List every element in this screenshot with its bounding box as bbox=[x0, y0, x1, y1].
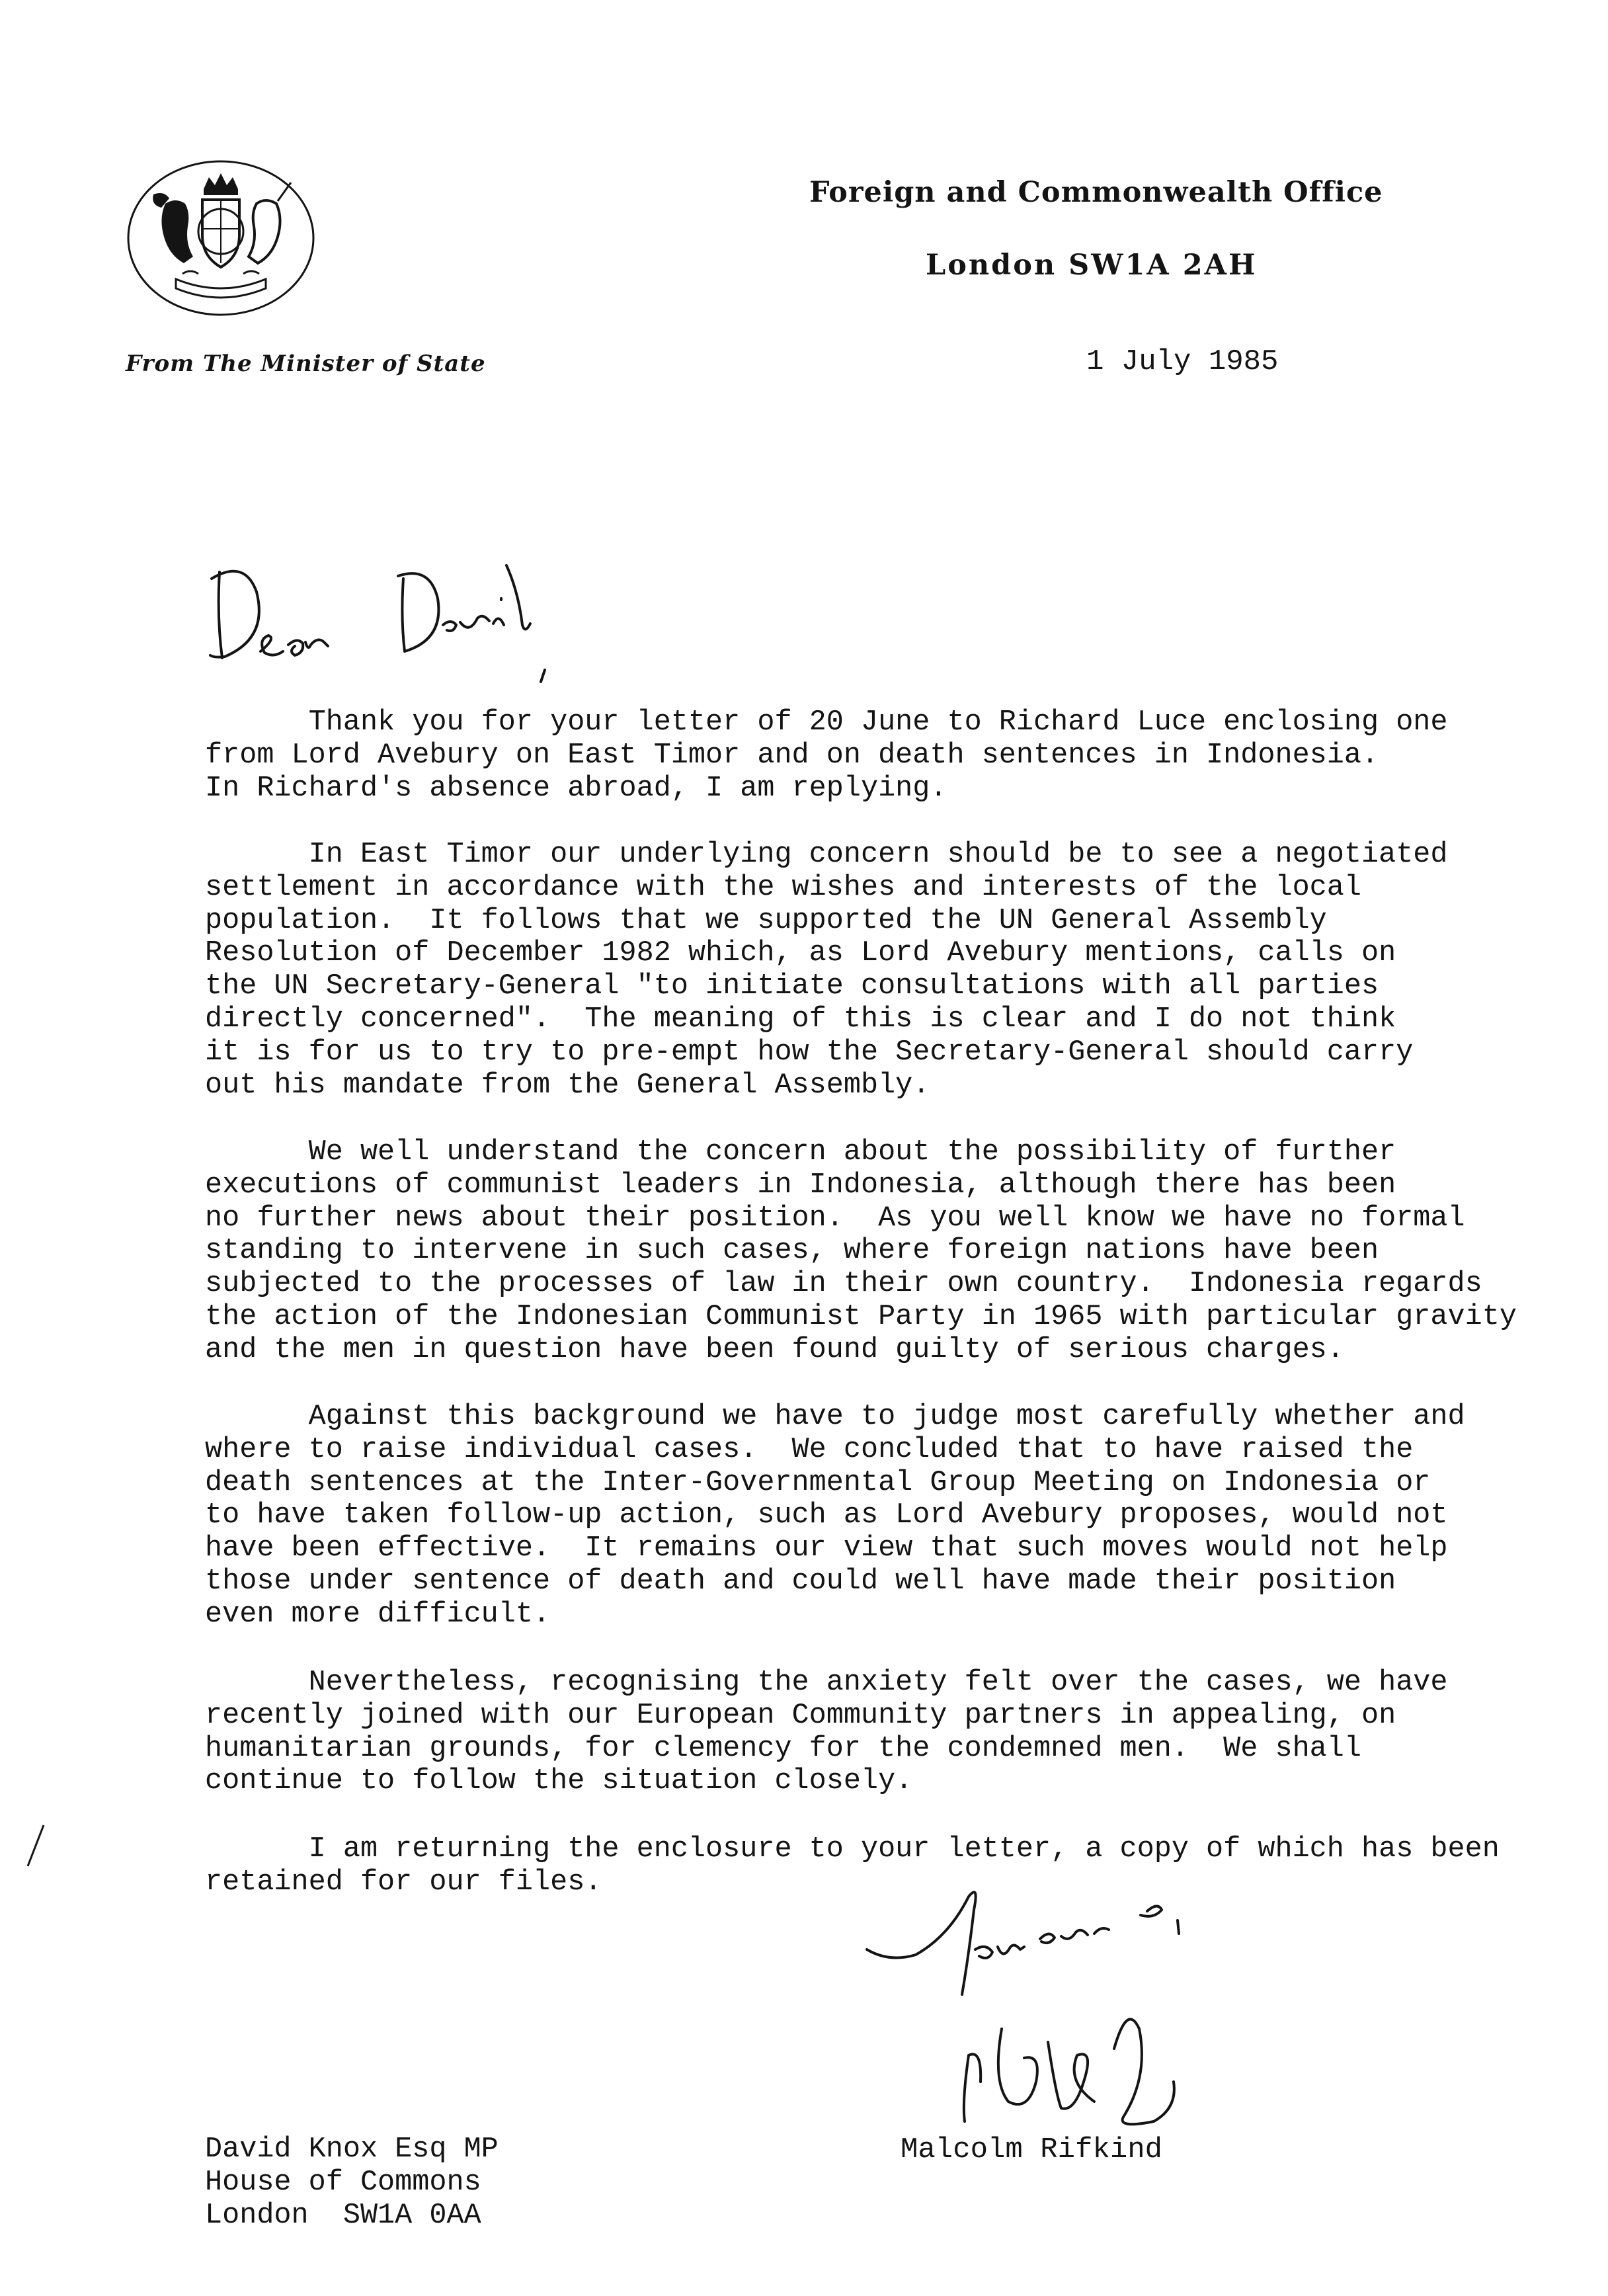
body-paragraph-4: Against this background we have to judge most carefully whether and where to raise individual cases. We concluded that to have raised the death sentences at the Inter-Governmental Group Meeting on Indonesia or to have taken follow-up action, such as Lord Avebury proposes, would not have been effective. It remains our view that such moves would not help those under sentence of death and could well have made their position even more difficult. bbox=[205, 1401, 1465, 1631]
handwritten-salutation bbox=[205, 552, 575, 684]
recipient-address-block: David Knox Esq MP House of Commons London SW1A 0AA bbox=[205, 2133, 499, 2232]
organisation-address: London SW1A 2AH bbox=[926, 249, 1258, 282]
signatory-name: Malcolm Rifkind bbox=[901, 2133, 1163, 2166]
body-paragraph-1: Thank you for your letter of 20 June to Richard Luce enclosing one from Lord Avebury on East Timor and on death sentences in Indonesia. In Richard's absence abroad, I am replying. bbox=[205, 706, 1448, 805]
body-paragraph-2: In East Timor our underlying concern should be to see a negotiated settlement in accordance with the wishes and interests of the local population. It follows that we supported the UN General Assembly Resolution of December 1982 which, as Lord Avebury mentions, calls on the UN Secretary-General "to initiate consultations with all parties directly concerned". The meaning of this is clear and I do not think it is for us to try to pre-empt how the Secretary-General should carry out his mandate from the General Assembly. bbox=[205, 839, 1448, 1102]
body-paragraph-3: We well understand the concern about the possibility of further executions of communist leaders in Indonesia, although there has been no further news about their position. As you well know we have no formal standing to intervene in such cases, where foreign nations have been subjected to the processes of law in their own country. Indonesia regards the action of the Indonesian Communist Party in 1965 with particular gravity and the men in question have been found guilty of serious charges. bbox=[205, 1136, 1517, 1366]
organisation-name: Foreign and Commonwealth Office bbox=[809, 176, 1383, 209]
from-line: From The Minister of State bbox=[126, 350, 486, 377]
royal-coat-of-arms-icon bbox=[124, 157, 317, 319]
letter-date: 1 July 1985 bbox=[1086, 345, 1279, 378]
body-paragraph-5: Nevertheless, recognising the anxiety felt over the cases, we have recently joined with our European Community partners in appealing, on humanitarian grounds, for clemency for the condemned men. We shall continue to follow the situation closely. bbox=[205, 1666, 1448, 1798]
margin-slash-mark bbox=[22, 1823, 49, 1869]
handwritten-signature bbox=[863, 1883, 1312, 2168]
body-paragraph-6: I am returning the enclosure to your letter, a copy of which has been retained for our files. bbox=[205, 1833, 1500, 1899]
